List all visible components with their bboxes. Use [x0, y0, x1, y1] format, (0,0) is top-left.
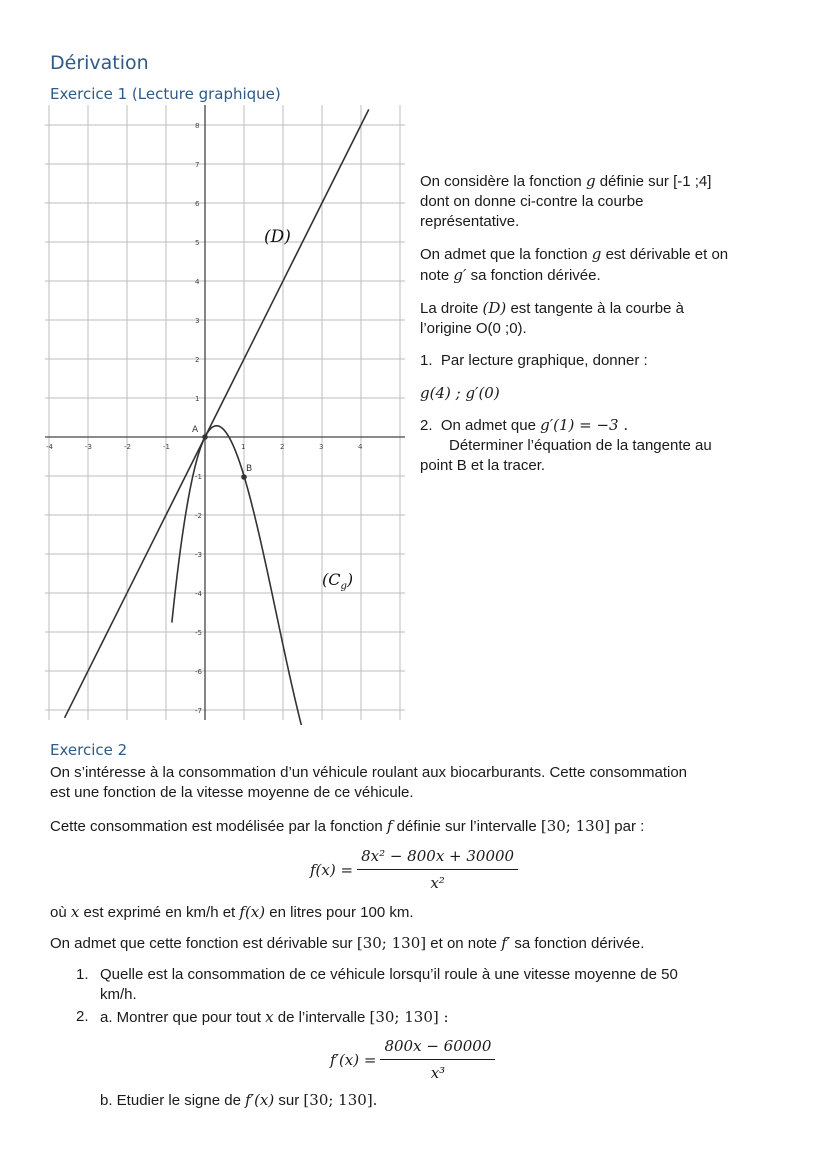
ex1-question-1: 1. Par lecture graphique, donner : [420, 352, 648, 369]
y-tick-label: -2 [195, 512, 202, 520]
x-tick-label: 3 [319, 443, 324, 451]
y-tick-label: -7 [195, 707, 202, 715]
ex1-paragraph-3: La droite (D) est tangente à la courbe à l’origine O(0 ;0). [420, 299, 684, 337]
y-tick-label: 2 [195, 356, 200, 364]
x-tick-label: 4 [358, 443, 363, 451]
tangent-line-D [65, 109, 369, 717]
ex2-paragraph-1: On s’intéresse à la consommation d’un véhicule roulant aux biocarburants. Cette consommation est une fonction de la vitesse moyenne de ce véhicule. [50, 764, 688, 801]
ex1-question-2: 2. On admet que g′(1) = −3 . Déterminer l’équation de la tangente au point B et la tracer. [420, 416, 712, 474]
ex2-question-1: 1. Quelle est la consommation de ce véhicule lorsqu’il roule à une vitesse moyenne de 50 km/h. [76, 966, 678, 1003]
grid [45, 105, 405, 720]
y-tick-label: 7 [195, 161, 200, 169]
x-tick-label: -2 [124, 443, 131, 451]
y-tick-label: 5 [195, 239, 200, 247]
label-D: (D) [264, 227, 291, 247]
exercise2-heading: Exercice 2 [50, 741, 128, 759]
point-A-label: A [192, 425, 199, 435]
formula-f-prime: f′(x) = $\frac{800x - 60000}{\text{x³}}$ [330, 1036, 495, 1083]
y-tick-label: -4 [195, 590, 202, 598]
y-tick-label: 3 [195, 317, 200, 325]
label-Cg: $(C_g)$ [322, 570, 354, 592]
y-tick-label: -3 [195, 551, 202, 559]
ex1-paragraph-1: On considère la fonction g définie sur [-1 ;4] dont on donne ci-contre la courbe représentative. [420, 172, 712, 230]
y-tick-label: 4 [195, 278, 200, 286]
x-tick-label: -4 [46, 443, 53, 451]
x-tick-label: 1 [241, 443, 246, 451]
ex1-question-1-math: g(4) ; g′(0) [420, 384, 500, 402]
ex2-question-2b: b. Etudier le signe de f′(x) sur [30; 130]. [100, 1091, 378, 1109]
y-tick-label: -1 [195, 473, 202, 481]
x-tick-label: -1 [163, 443, 170, 451]
ex1-paragraph-2: On admet que la fonction g est dérivable et on note g′ sa fonction dérivée. [420, 245, 729, 284]
axes [45, 105, 405, 720]
ex2-paragraph-3: où x est exprimé en km/h et f(x) en litres pour 100 km. [50, 903, 414, 921]
page-title: Dérivation [50, 52, 149, 74]
ex2-paragraph-4: On admet que cette fonction est dérivable sur [30; 130] et on note f′ sa fonction dérivée. [50, 934, 645, 952]
x-tick-label: 2 [280, 443, 285, 451]
formula-f: f(x) = $\frac{\text{8x² − 800x + 30000}}{\text{x²}}$ [310, 846, 518, 893]
y-tick-label: 1 [195, 395, 200, 403]
ex2-question-2: 2. a. Montrer que pour tout x de l’intervalle [30; 130] : [76, 1008, 449, 1026]
y-tick-label: 6 [195, 200, 200, 208]
exercise1-heading: Exercice 1 (Lecture graphique) [50, 85, 281, 103]
point-A-marker [202, 434, 208, 440]
ex2-paragraph-2: Cette consommation est modélisée par la fonction f définie sur l’intervalle [30; 130] par : [50, 817, 645, 835]
y-tick-label: -6 [195, 668, 202, 676]
y-tick-label: -5 [195, 629, 202, 637]
y-tick-label: 8 [195, 122, 200, 130]
function-graph [45, 100, 415, 725]
point-B-label: B [246, 464, 253, 474]
point-B-marker [241, 474, 247, 480]
x-tick-label: -3 [85, 443, 92, 451]
